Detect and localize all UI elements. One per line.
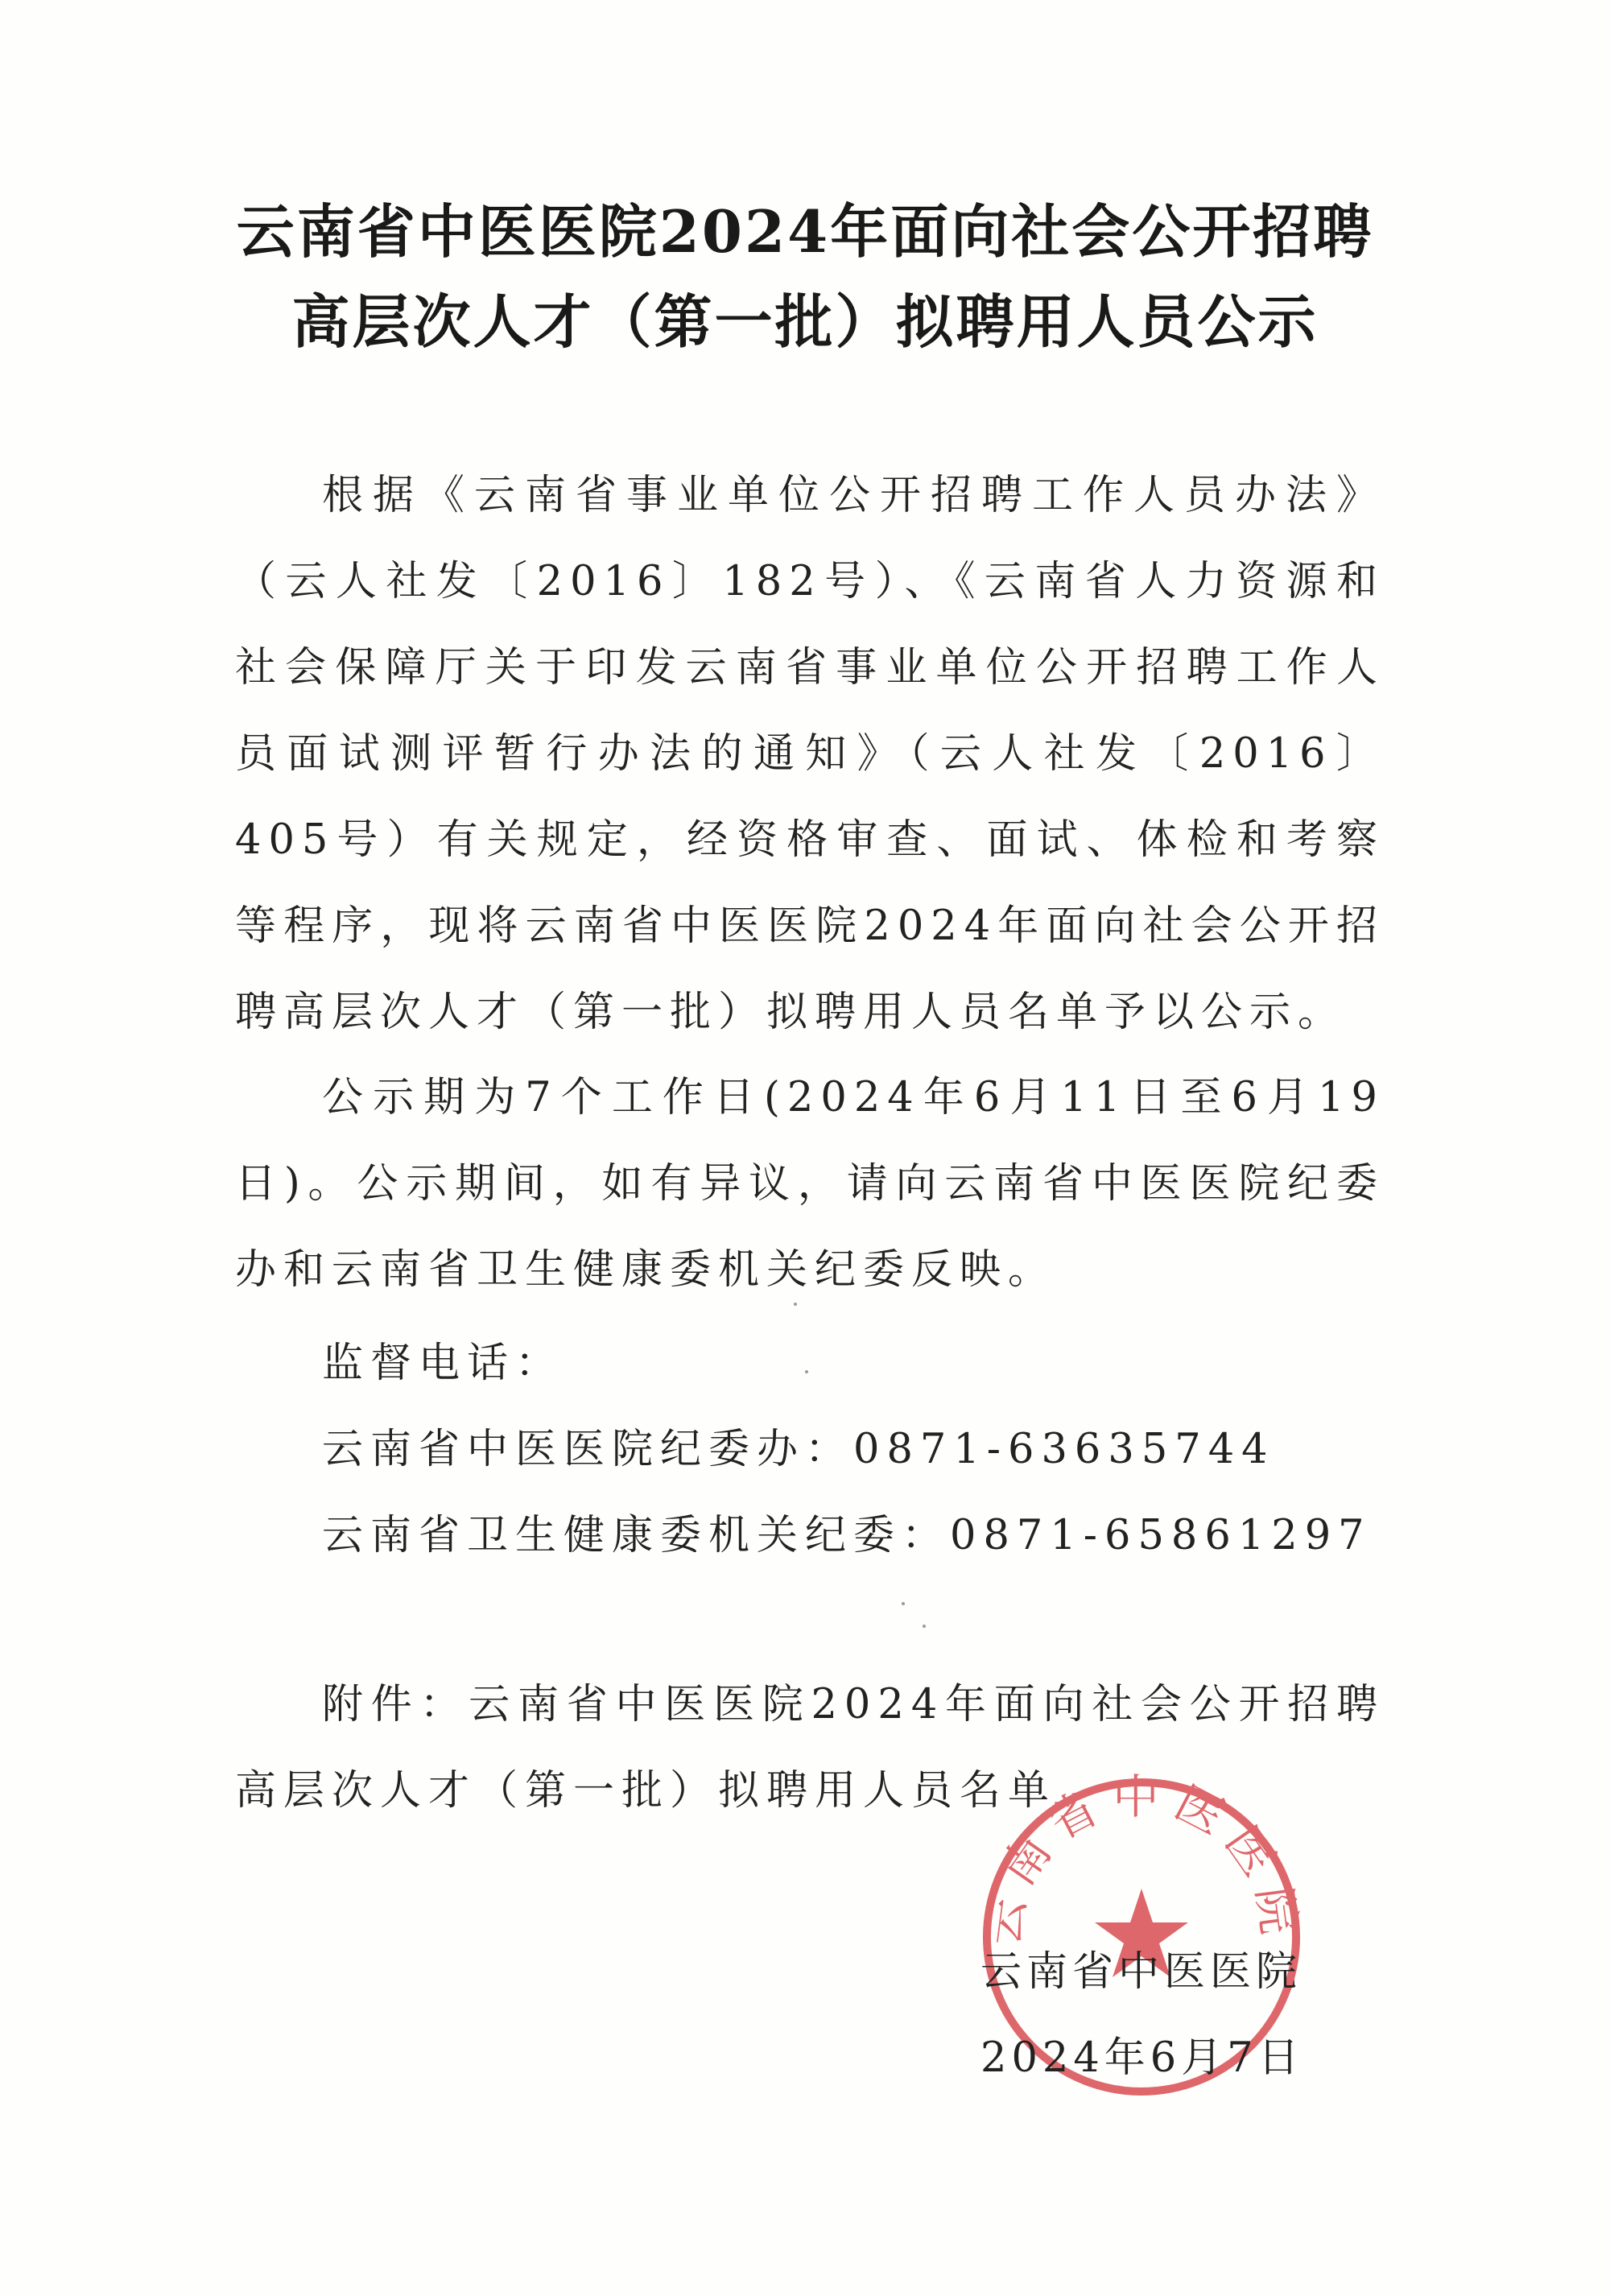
attachment-note: 附件：云南省中医医院2024年面向社会公开招聘高层次人才（第一批）拟聘用人员名单 <box>235 1681 1385 1815</box>
phone-heading: 监督电话： <box>322 1340 564 1387</box>
phone-line-health-commission: 云南省卫生健康委机关纪委：0871-65861297 <box>322 1512 1372 1559</box>
scan-speck <box>794 1303 797 1306</box>
body-paragraph-2: 公示期为7个工作日(2024年6月11日至6月19日)。公示期间，如有异议，请向云南省中医医院纪委办和云南省卫生健康委机关纪委反映。 <box>235 1074 1385 1294</box>
body-paragraph-1: 根据《云南省事业单位公开招聘工作人员办法》（云人社发〔2016〕182号）、《云南省人力资源和社会保障厅关于印发云南省事业单位公开招聘工作人员面试测评暂行办法的通知》（云人社发〔2016〕405号）有关规定，经资格审查、面试、体检和考察等程序，现将云南省中医医院2024年面向社会公开招聘高层次人才（第一批）拟聘用人员名单予以公示。 <box>235 472 1385 1036</box>
seal-text: 云南省中医医院 <box>975 1769 1308 1949</box>
signature-date: 2024年6月7日 <box>980 2034 1304 2082</box>
scan-speck <box>805 1370 808 1373</box>
title-line-1: 云南省中医医院2024年面向社会公开招聘 <box>236 197 1374 266</box>
scan-speck <box>902 1602 905 1605</box>
signature-organization: 云南省中医医院 <box>980 1948 1302 1996</box>
document-title <box>0 187 1610 367</box>
phone-line-hospital: 云南省中医医院纪委办：0871-63635744 <box>322 1426 1275 1473</box>
title-line-2: 高层次人才（第一批）拟聘用人员公示 <box>291 287 1319 356</box>
scan-speck <box>923 1625 926 1628</box>
